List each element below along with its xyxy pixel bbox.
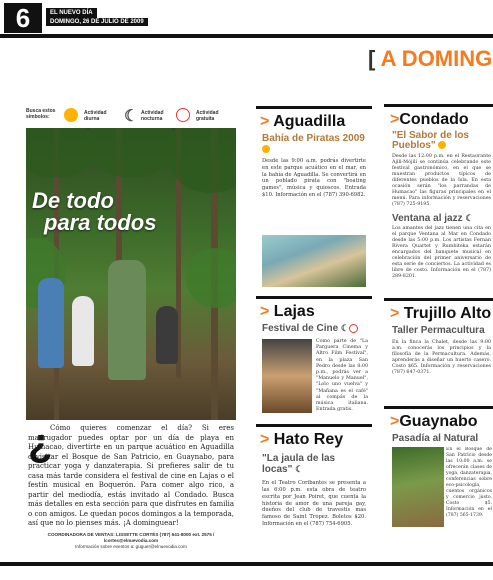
section-name: A DOMING	[380, 46, 493, 71]
sun-icon	[64, 108, 78, 122]
card-hatorey: > Hato Rey "La jaula de las locas" ☾ En el Teatro Coribantes se presenta a las 6:00 p.m. esta obra de teatro escrita por Jean Poiret, que cuenta la historia de amor de una pareja gay, dueños del club de travestis más famoso de Saint Tropez. Boletos $20. Información en el (787) 754-6905.	[256, 424, 372, 551]
card-guaynabo: >Guaynabo Pasadía al Natural En el Bosque de San Patricio desde las 10:00 a.m. se ofrecerán clases de yoga, danzaterapia, conferencias sobre eco-psicología, cuentos orgánicos y comercio justo. Costo $5. Información en el (787) 565-1739.	[384, 406, 493, 551]
legend-night: Actividad nocturna	[141, 110, 164, 122]
free-icon	[176, 108, 190, 122]
section-title	[368, 46, 492, 72]
guaynabo-photo	[392, 447, 444, 527]
credits: COORDINADORA DE VENTAS: LISSETTE CORTÉS (787) 641-8000 ext. 2575 / lcortes@elnuevodia.com Información sobre eventos a: guguer@elnuevodia.com	[47, 532, 215, 549]
dropcap: ¿	[28, 421, 53, 465]
moon-icon: ☾	[124, 108, 139, 125]
symbol-legend	[26, 108, 240, 130]
feature-photo	[26, 128, 236, 420]
bottom-rule	[0, 562, 493, 566]
card-body: Desde las 9:00 a.m. podrás divertirte en este parque acuático en el mar, en la bahía de Aguadilla. Se convertirá en un poblado pirata con "boating games", música y quioscos. Entrada $10. Información en el (787) 390-6982.	[262, 158, 366, 198]
section-bracket: [	[368, 46, 376, 71]
legend-day: Actividad diurna	[84, 110, 107, 122]
feature-intro: Cómo quieres comenzar el día? Si eres madrugador puedes optar por un día de playa en Humacao, divertirte en un parque acuático en Aguadilla o visitar el Bosque de San Patricio, en Guaynabo, para practicar yoga y danzaterapia. Si prefieres salir de tu casa más tarde considera el festival de cine en Lajas o el festín musical en Boquerón. Para comer algo rico, a partir del mediodía, estás invitado al Condado. Busca más detalles en esta sección para que disfrutes en familia o con amigos. Le quedan pocos domingos a la temporada, así que no lo pienses más. ¡A dominguear!	[28, 424, 234, 527]
card-body: En el Bosque de San Patricio desde las 10:00 a.m. se ofrecerán clases de yoga, danzaterapia, conferencias sobre eco-psicología, cuentos orgánicos y comercio justo. Costo $5. Información en el (787) 565-1739.	[446, 447, 492, 518]
card-body: Como parte de "La Parguera Cinema y Altro Film Festival", en la plaza San Pedro desde las 8:00 p.m., podrás ver a "Manuelo y Manuel", "Lolo uno vuelva" y "Mañana es el café" al compás de la música italiana. Entrada gratis.	[316, 339, 368, 413]
legend-title: Busca estos símbolos:	[26, 108, 56, 120]
card-title: > Aguadilla	[260, 113, 346, 130]
card-trujillo: > Trujillo Alto Taller Permacultura En la finca la Chalet, desde las 9:00 a.m. conocerás los principios y la filosofía de la Permacultura. Además, aprenderás a diseñar un huerto casero. Costo $65. Información y reservaciones (787) 647-0371.	[384, 298, 493, 399]
card-condado: >Condado "El Sabor de los Pueblos" Desde las 12:00 p.m. en el Restaurante Ajili-Mójili se continúa celebrando este festival gastronómico, en el que se muestran productos típicos de diferentes pueblos de la Isla. En esta ocasión serán "los parrandas de Humacao" las figuras principales en el menú. Para información y reservaciones (787) 725-9195. Ventana al jazz ☾ Los amantes del jazz tienen una cita en el parque Ventana al Mar en Condado desde las 5:00 p.m. Los artistas Fernan Rivera Quartet y Rumbiteka estarán encargados del banquete musical en celebración del primer aniversario de esta serie de conciertos. La actividad es libre de costo. Información en el (787) 289-8201.	[384, 104, 493, 292]
card-body-2: Los amantes del jazz tienen una cita en el parque Ventana al Mar en Condado desde las 5:00 p.m. Los artistas Fernan Rivera Quartet y Rumbiteka estarán encargados del banquete musical en celebración del primer aniversario de esta serie de conciertos. La actividad es libre de costo. Información en el (787) 289-8201.	[392, 226, 491, 280]
card-lajas: > Lajas Festival de Cine ☾ Como parte de "La Parguera Cinema y Altro Film Festival", en la plaza San Pedro desde las 8:00 p.m., podrás ver a "Manuelo y Manuel", "Lolo uno vuelva" y "Mañana es el café" al compás de la música italiana. Entrada gratis.	[256, 296, 372, 417]
card-body: Desde las 12:00 p.m. en el Restaurante Ajili-Mójili se continúa celebrando este festival gastronómico, en el que se muestran productos típicos de diferentes pueblos de la Isla. En esta ocasión serán "los parrandas de Humacao" las figuras principales en el menú. Para información y reservaciones (787) 725-9195.	[392, 154, 491, 207]
card-aguadilla	[256, 106, 372, 289]
card-subtitle: Bahía de Piratas 2009	[262, 133, 366, 155]
card-body: En la finca la Chalet, desde las 9:00 a.m. conocerás los principios y la filosofía de la Permacultura. Además, aprenderás a diseñar un huerto casero. Costo $65. Información y reservaciones (787) 647-0371.	[392, 340, 491, 375]
dateline: DOMINGO, 26 DE JULIO DE 2009	[46, 18, 148, 26]
feature-title: De todo para todos	[32, 188, 157, 235]
legend-free: Actividad gratuita	[196, 110, 219, 122]
aguadilla-photo	[262, 235, 366, 287]
card-body: En el Teatro Coribantes se presenta a las 6:00 p.m. esta obra de teatro escrita por Jean Poiret, que cuenta la historia de amor de una pareja gay, dueños del club de travestis más famoso de Saint Tropez. Boletos $20. Información en el (787) 754-6905.	[262, 480, 366, 527]
page-number: 6	[4, 3, 42, 33]
lajas-photo	[262, 339, 312, 413]
newspaper-name: EL NUEVO DÍA	[46, 8, 97, 18]
top-rule	[0, 34, 493, 38]
